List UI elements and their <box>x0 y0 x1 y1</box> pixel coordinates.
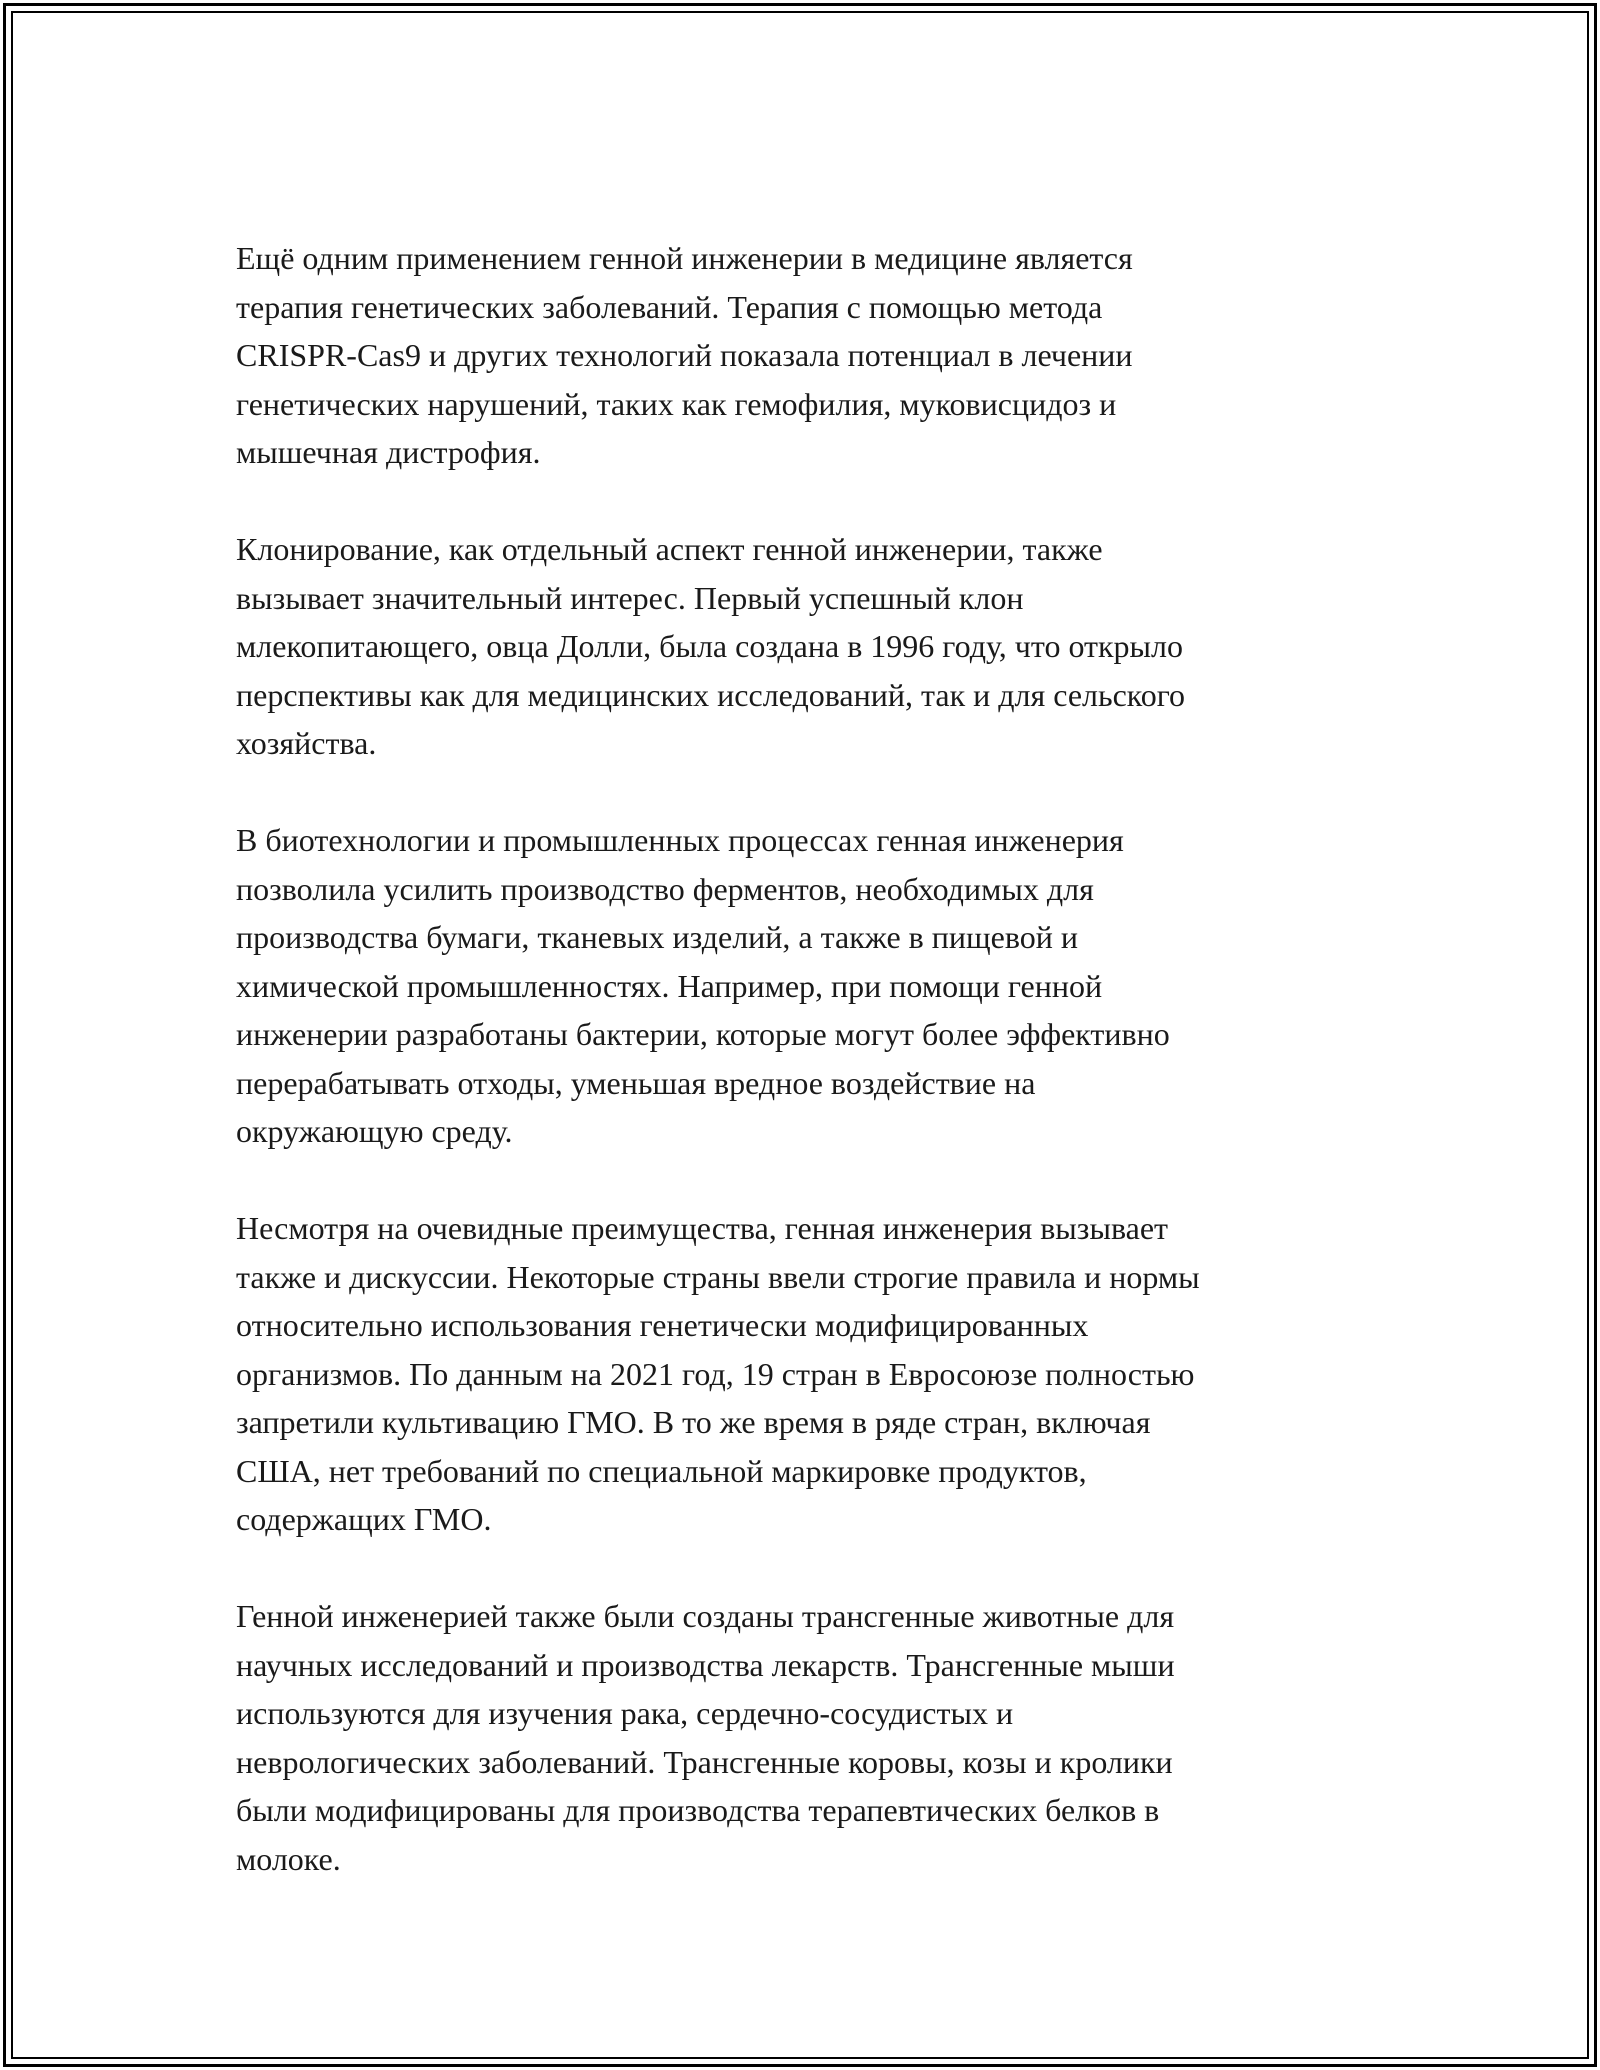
text-line: организмов. По данным на 2021 год, 19 стран в Евросоюзе полностью <box>236 1355 1195 1392</box>
text-line: инженерии разработаны бактерии, которые могут более эффективно <box>236 1016 1170 1052</box>
text-line: химической промышленностях. Например, при помощи генной <box>236 967 1103 1004</box>
paragraph-cloning <box>236 525 1366 768</box>
text-line: научных исследований и производства лекарств. Трансгенные мыши <box>236 1646 1175 1683</box>
text-line: CRISPR-Cas9 и других технологий показала потенциал в лечении <box>236 337 1133 373</box>
text-line: позволила усилить производство ферментов, необходимых для <box>236 870 1094 907</box>
text-line: относительно использования генетически модифицированных <box>236 1307 1089 1343</box>
text-line: Генной инженерией также были созданы трансгенные животные для <box>236 1598 1175 1634</box>
paragraph-transgenic-animals <box>236 1592 1366 1883</box>
text-line: окружающую среду. <box>236 1113 513 1149</box>
text-line: хозяйства. <box>236 725 377 761</box>
text-line: запретили культивацию ГМО. В то же время в ряде стран, включая <box>236 1404 1151 1440</box>
paragraph-biotechnology <box>236 816 1366 1156</box>
text-line: также и дискуссии. Некоторые страны ввели строгие правила и нормы <box>236 1258 1200 1295</box>
text-line: неврологических заболеваний. Трансгенные коровы, козы и кролики <box>236 1743 1173 1780</box>
paragraph-discussions <box>236 1204 1366 1544</box>
document-body <box>236 234 1366 1932</box>
text-line: используются для изучения рака, сердечно-сосудистых и <box>236 1695 1014 1731</box>
text-line: производства бумаги, тканевых изделий, а также в пищевой и <box>236 919 1078 955</box>
text-line: перерабатывать отходы, уменьшая вредное воздействие на <box>236 1064 1036 1101</box>
text-line: перспективы как для медицинских исследований, так и для сельского <box>236 676 1186 713</box>
text-line: Несмотря на очевидные преимущества, генная инженерия вызывает <box>236 1210 1169 1246</box>
text-line: мышечная дистрофия. <box>236 434 541 470</box>
text-line: Ещё одним применением генной инженерии в медицине является <box>236 240 1133 276</box>
text-line: молоке. <box>236 1840 341 1877</box>
text-line: терапия генетических заболеваний. Терапия с помощью метода <box>236 288 1103 325</box>
text-line: содержащих ГМО. <box>236 1501 492 1537</box>
text-line: вызывает значительный интерес. Первый успешный клон <box>236 579 1024 616</box>
text-line: В биотехнологии и промышленных процессах генная инженерия <box>236 822 1124 858</box>
text-line: генетических нарушений, таких как гемофилия, муковисцидоз и <box>236 385 1117 422</box>
paragraph-gene-therapy <box>236 234 1366 477</box>
text-line: Клонирование, как отдельный аспект генной инженерии, также <box>236 531 1103 567</box>
text-line: млекопитающего, овца Долли, была создана в 1996 году, что открыло <box>236 628 1184 664</box>
text-line: были модифицированы для производства терапевтических белков в <box>236 1792 1160 1828</box>
text-line: США, нет требований по специальной маркировке продуктов, <box>236 1452 1087 1489</box>
